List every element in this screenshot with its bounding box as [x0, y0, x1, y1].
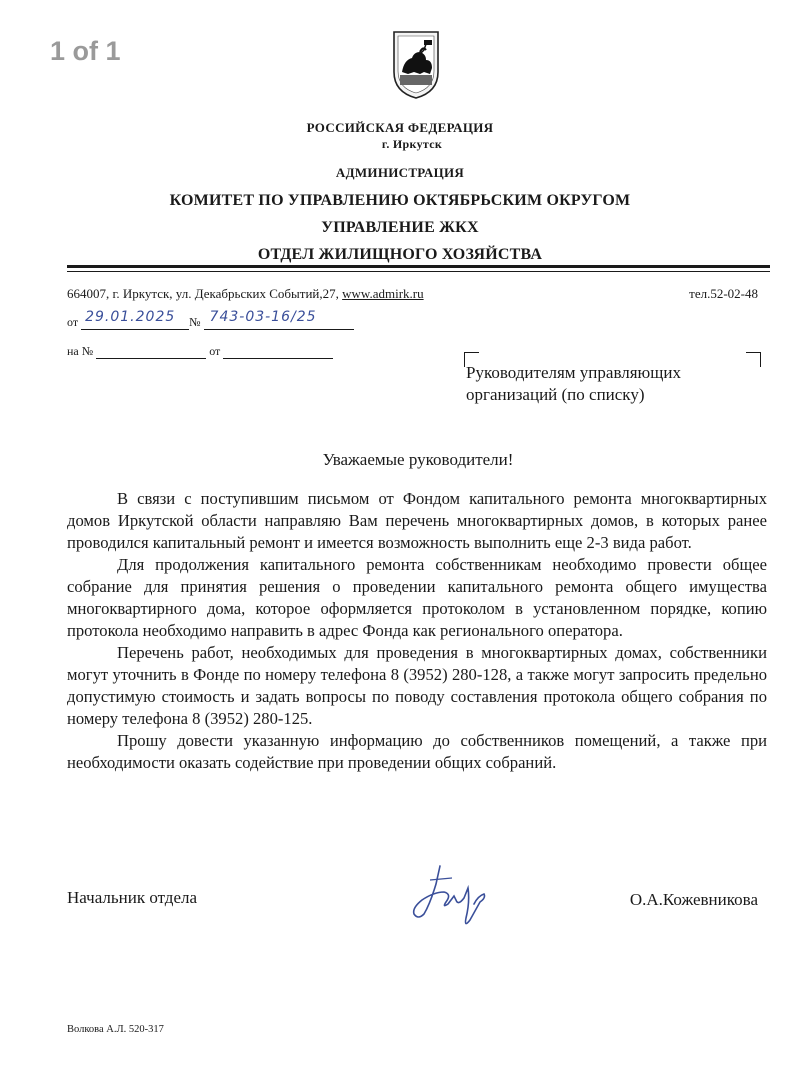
header-administration: АДМИНИСТРАЦИЯ	[335, 165, 465, 180]
letter-paragraph: В связи с поступившим письмом от Фондом капитального ремонта многоквартирных домов Иркутской области направляю Вам перечень многоквартирных домов, в которых ранее проводился капитальный ремонт и имеется возможность выполнить еще 2-3 вида работ.	[67, 489, 767, 552]
header-divider-thick	[67, 265, 770, 268]
recipient-block	[466, 362, 681, 406]
recipient-line: организаций (по списку)	[466, 385, 645, 404]
salutation: Уважаемые руководители!	[322, 450, 514, 469]
handwritten-number: 743-03-16/25	[209, 309, 317, 325]
outgoing-reference	[67, 309, 354, 330]
reply-from-label: от	[209, 344, 221, 358]
website-link[interactable]: www.admirk.ru	[342, 286, 424, 301]
incoming-reference	[67, 344, 333, 359]
letter-body	[67, 488, 767, 774]
irkutsk-coat-of-arms-icon	[390, 28, 442, 100]
address-text: 664007, г. Иркутск, ул. Декабрьских Событий,27,	[67, 286, 343, 301]
reply-number-field	[96, 345, 206, 359]
number-label: №	[189, 315, 201, 329]
header-divider-thin	[67, 271, 770, 272]
letter-paragraph: Для продолжения капитального ремонта собственникам необходимо провести общее собрание для принятия решения о проведении капитального ремонта общего имущества многоквартирного дома, которое оформляется протоколом в установленном порядке, копию протокола необходимо направить в адрес Фонда как регионального оператора.	[67, 555, 767, 640]
recipient-line: Руководителям управляющих	[466, 363, 681, 382]
signatory-name: О.А.Кожевникова	[629, 890, 758, 909]
date-field	[81, 309, 189, 330]
header-department: УПРАВЛЕНИЕ ЖКХ	[321, 219, 479, 236]
header-city: г. Иркутск	[381, 137, 443, 151]
contact-phone: тел.52-02-48	[689, 286, 758, 301]
header-country: РОССИЙСКАЯ ФЕДЕРАЦИЯ	[306, 120, 494, 135]
header-division: ОТДЕЛ ЖИЛИЩНОГО ХОЗЯЙСТВА	[257, 246, 543, 263]
executor-note: Волкова А.Л. 520-317	[67, 1024, 164, 1035]
letter-paragraph: Перечень работ, необходимых для проведения в многоквартирных домах, собственники могут уточнить в Фонде по номеру телефона 8 (3952) 280-128, а также могут запросить предельно допустимую стоимость и задать вопросы по поводу составления протокола общего собрания по номеру телефона 8 (3952) 280-125.	[67, 643, 767, 728]
letter-paragraph: Прошу довести указанную информацию до собственников помещений, а также при необходимости оказать содействие при проведении общих собраний.	[67, 731, 767, 772]
page-counter: 1 of 1	[50, 36, 121, 66]
number-field	[204, 309, 354, 330]
handwritten-signature	[400, 858, 500, 934]
recipient-corner-right	[746, 352, 761, 367]
from-label: от	[67, 315, 79, 329]
reply-date-field	[223, 345, 333, 359]
signature-title: Начальник отдела	[67, 888, 198, 907]
reply-to-label: на №	[67, 344, 94, 358]
contact-address	[67, 286, 424, 302]
header-committee: КОМИТЕТ ПО УПРАВЛЕНИЮ ОКТЯБРЬСКИМ ОКРУГОМ	[169, 192, 631, 209]
handwritten-date: 29.01.2025	[85, 309, 176, 325]
